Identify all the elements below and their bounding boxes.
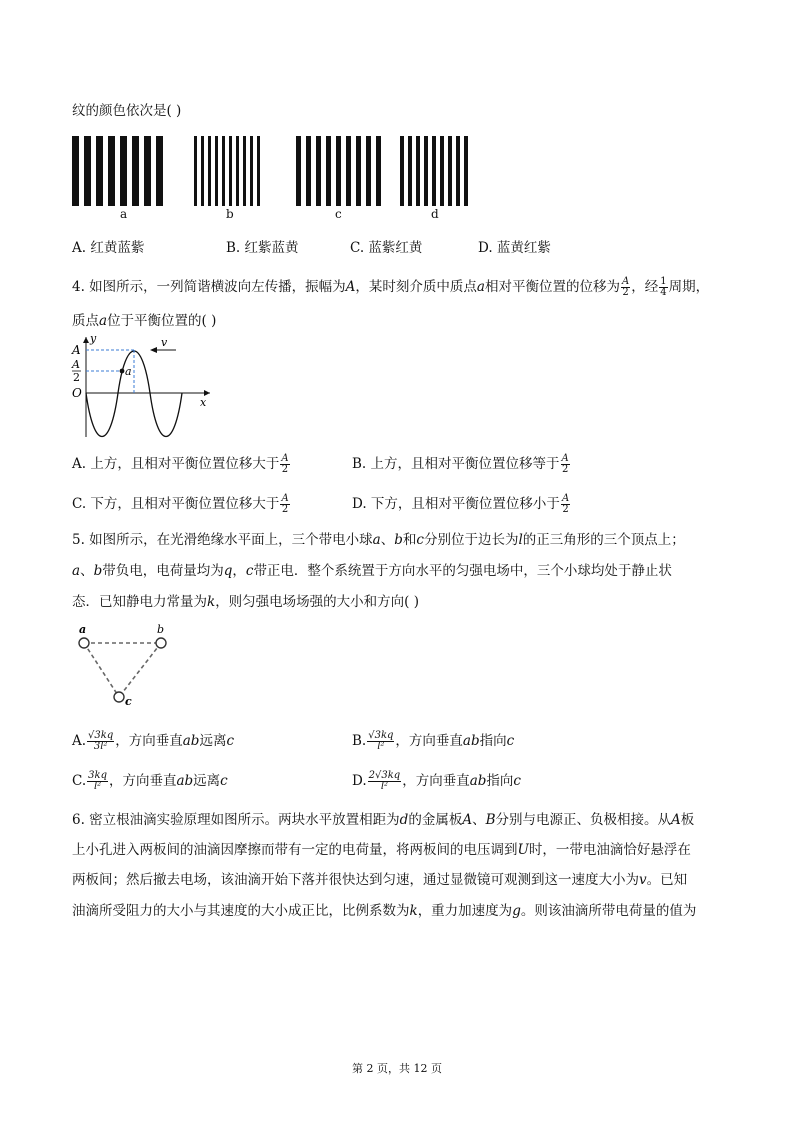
q3-option-b[interactable]: B. 红紫蓝黄 xyxy=(226,240,299,256)
barcode-label-d: d xyxy=(431,207,439,221)
q4-stem-line2: 质点a位于平衡位置的( ) xyxy=(72,313,217,329)
q5-stem-line2: a、b带负电，电荷量均为q，c带正电．整个系统置于方向水平的匀强电场中，三个小球均处于静止状 xyxy=(72,563,672,579)
q4-option-d[interactable]: D. 下方，且相对平衡位置位移小于 $\frac{A}{2}$ xyxy=(352,493,570,515)
ball-c xyxy=(114,692,124,702)
label-c: c xyxy=(125,695,132,708)
q6-stem-line2: 上小孔进入两板间的油滴因摩擦而带有一定的电荷量，将两板间的电压调到U时，一带电油滴恰好悬浮在 xyxy=(72,842,691,858)
wave-figure xyxy=(68,333,218,443)
barcode-label-b: b xyxy=(226,207,234,221)
label-x: x xyxy=(200,396,207,409)
particle-a xyxy=(120,369,125,374)
label-v: v xyxy=(161,336,168,349)
label-O: O xyxy=(72,386,82,400)
q5-option-b[interactable]: B. $\frac{√3kq}{\text{l²}}$ ，方向垂直ab指向c xyxy=(352,730,515,752)
label-halfA-num: A xyxy=(72,358,80,371)
label-a: a xyxy=(79,623,87,636)
page-footer: 第 2 页，共 12 页 xyxy=(352,1062,442,1075)
side-bc xyxy=(119,643,161,697)
q3-option-d[interactable]: D. 蓝黄红紫 xyxy=(478,240,551,256)
q5-option-a[interactable]: A. $\frac{√3kq}{\text{3l²}}$ ，方向垂直ab远离c xyxy=(72,730,235,752)
q3-option-c[interactable]: C. 蓝紫红黄 xyxy=(350,240,423,256)
label-halfA-den: 2 xyxy=(73,371,80,384)
label-y: y xyxy=(90,333,97,345)
q4-stem-line1: 4. 如图所示，一列简谐横波向左传播，振幅为A，某时刻介质中质点a相对平衡位置的位移为 $\frac{A}{2}$ ，经 $\frac{1}{4}$ 周期， xyxy=(72,276,710,298)
q4-frac-half-A: $\frac{A}{2}$ xyxy=(621,276,630,298)
q5-stem-line1: 5. 如图所示，在光滑绝缘水平面上，三个带电小球a、b和c分别位于边长为l的正三角形的三个顶点上； xyxy=(72,532,685,548)
q5-stem-line3: 态．已知静电力常量为k，则匀强电场场强的大小和方向( ) xyxy=(72,594,420,610)
side-ac xyxy=(84,643,119,697)
label-a: a xyxy=(125,365,132,378)
triangle-figure xyxy=(70,620,180,712)
ball-a xyxy=(79,638,89,648)
q4-option-c[interactable]: C. 下方，且相对平衡位置位移大于 $\frac{A}{2}$ xyxy=(72,493,289,515)
q5-option-d[interactable]: D. $\frac{2√3kq}{\text{l²}}$ ，方向垂直ab指向c xyxy=(352,770,521,792)
q3-option-a[interactable]: A. 红黄蓝紫 xyxy=(72,240,145,256)
q4-option-b[interactable]: B. 上方，且相对平衡位置位移等于 $\frac{A}{2}$ xyxy=(352,453,569,475)
barcode-label-a: a xyxy=(120,207,128,221)
wave-curve xyxy=(86,351,182,437)
q3-tail: 纹的颜色依次是( ) xyxy=(72,103,182,119)
barcode-label-c: c xyxy=(335,207,342,221)
q4-frac-quarter: $\frac{1}{4}$ xyxy=(660,276,667,298)
q4-option-a[interactable]: A. 上方，且相对平衡位置位移大于 $\frac{A}{2}$ xyxy=(72,453,289,475)
q6-stem-line4: 油滴所受阻力的大小与其速度的大小成正比，比例系数为k，重力加速度为g。则该油滴所带电荷量的值为 xyxy=(72,903,697,919)
q5-option-c[interactable]: C. $\frac{3kq}{\text{l²}}$ ，方向垂直ab远离c xyxy=(72,770,228,792)
label-b: b xyxy=(157,623,165,636)
q6-stem-line3: 两板间；然后撤去电场，该油滴开始下落并很快达到匀速，通过显微镜可观测到这一速度大小为v。已知 xyxy=(72,872,688,888)
label-A: A xyxy=(72,343,81,357)
q6-stem-line1: 6. 密立根油滴实验原理如图所示。两块水平放置相距为d的金属板A、B分别与电源正、负极相接。从A板 xyxy=(72,812,695,828)
ball-b xyxy=(156,638,166,648)
